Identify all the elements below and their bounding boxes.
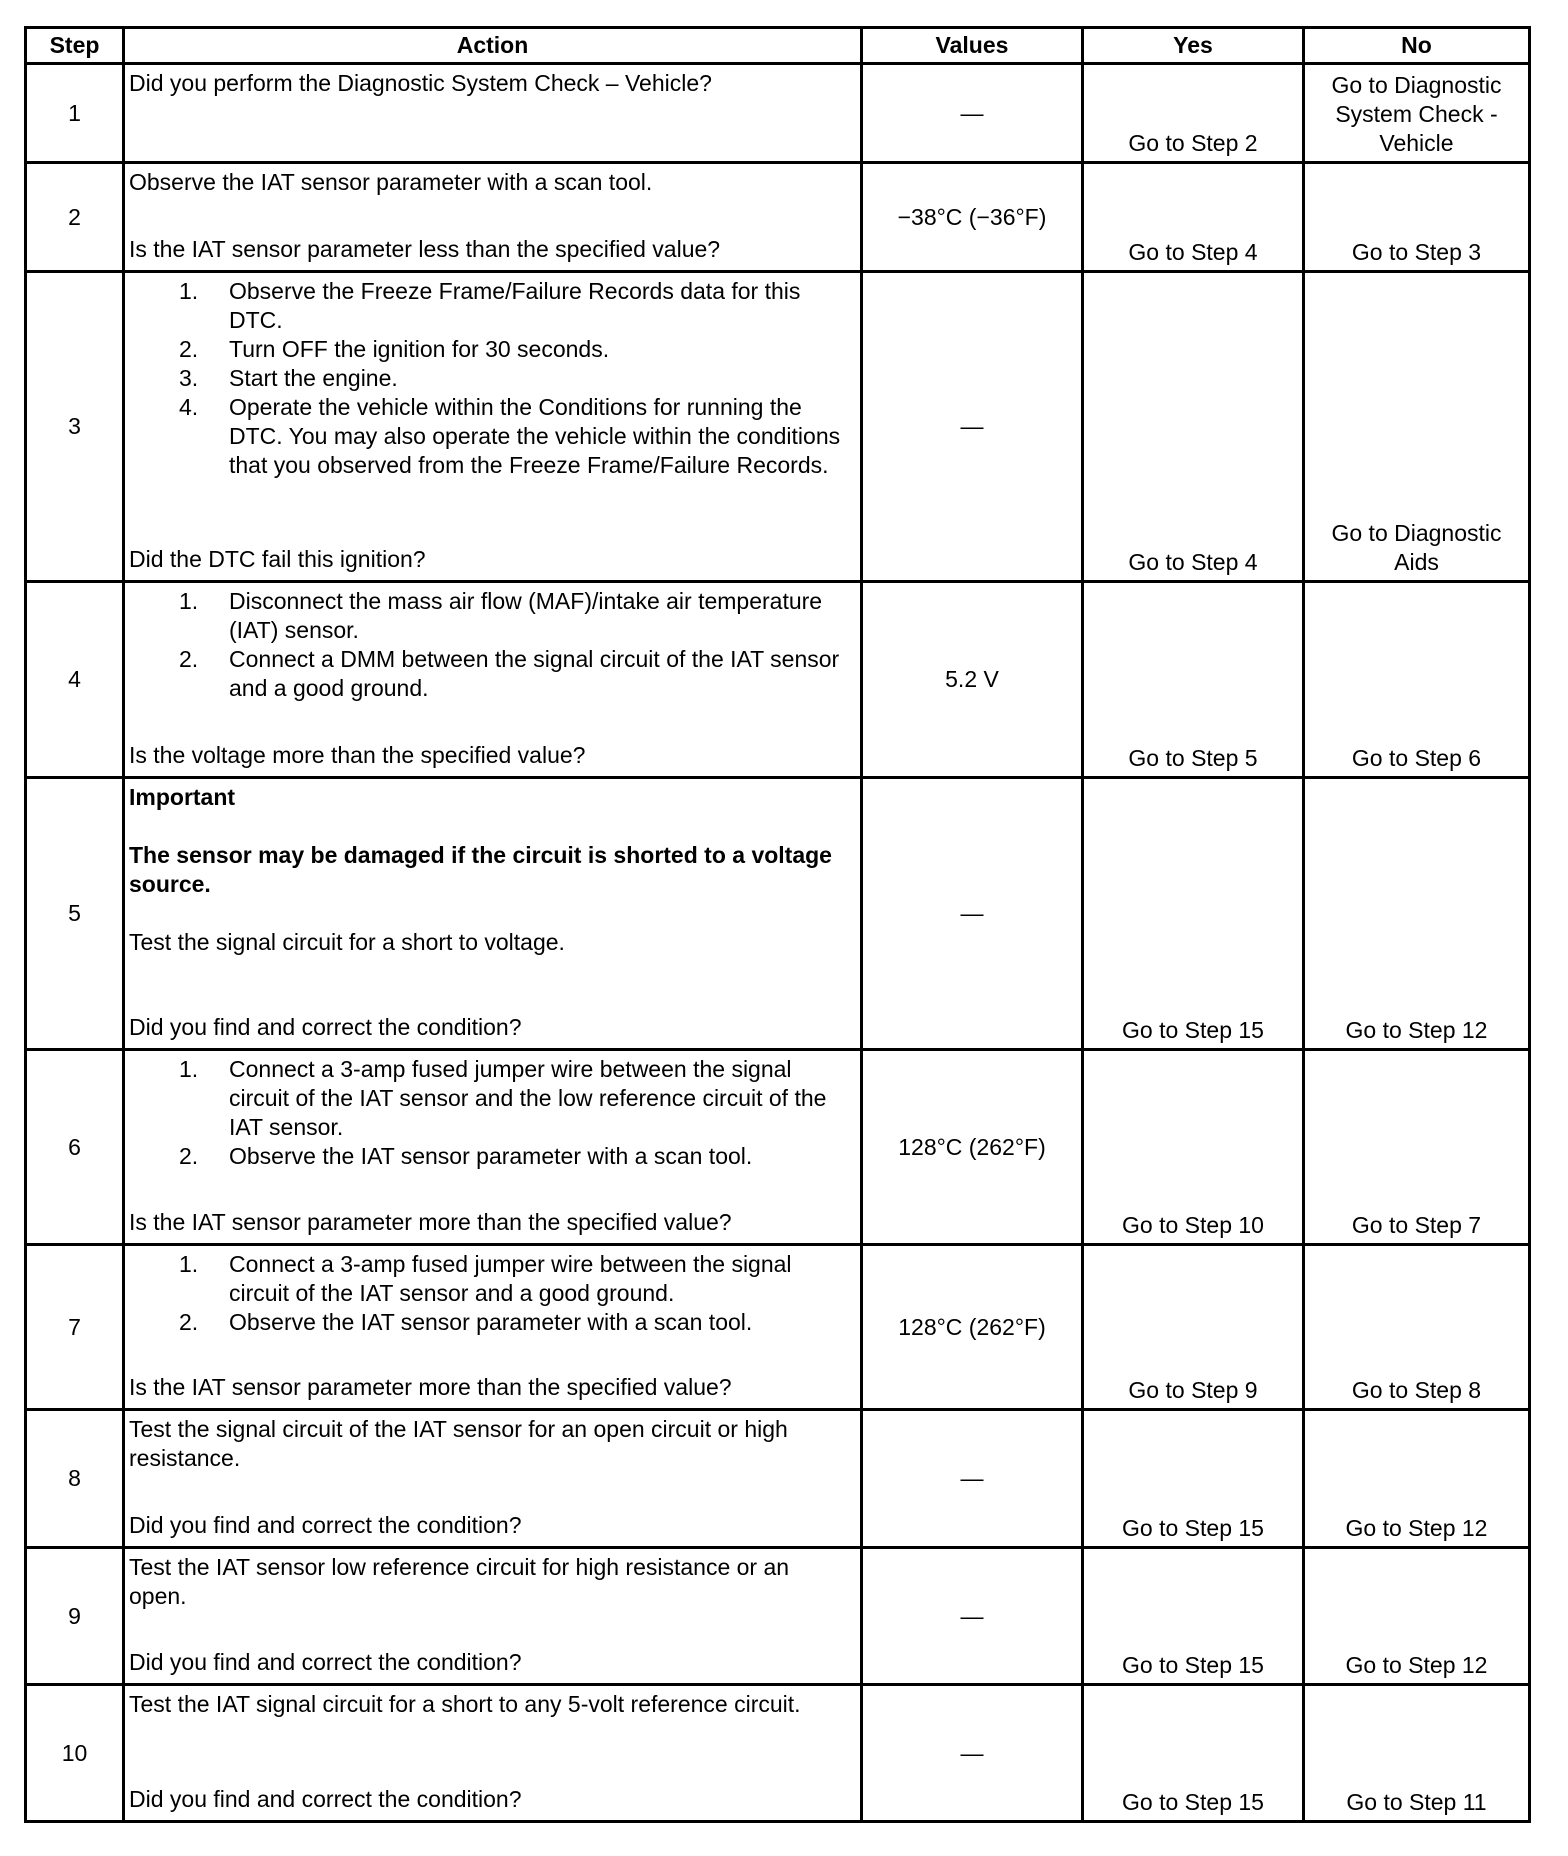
list-item	[129, 393, 850, 480]
action-question: Is the IAT sensor parameter less than the specified value?	[129, 236, 721, 262]
list-text: Connect a 3-amp fused jumper wire between the signal circuit of the IAT sensor and a good ground.	[229, 1251, 792, 1306]
yes-cell: Go to Step 5	[1083, 582, 1304, 778]
yes-cell: Go to Step 15	[1083, 1548, 1304, 1685]
header-no: No	[1304, 28, 1530, 64]
list-item	[129, 1308, 850, 1337]
list-item	[129, 587, 850, 645]
table-row	[26, 272, 1530, 582]
no-line: Go to Diagnostic	[1331, 520, 1502, 546]
action-text: Test the IAT sensor low reference circuit for high resistance or an open.	[129, 1554, 790, 1609]
list-item	[129, 335, 850, 364]
table-row	[26, 1685, 1530, 1822]
header-values: Values	[862, 28, 1083, 64]
value-cell: —	[862, 1410, 1083, 1548]
action-steps-list	[129, 277, 850, 480]
yes-cell: Go to Step 4	[1083, 272, 1304, 582]
action-cell	[124, 1685, 862, 1822]
action-text: Test the signal circuit of the IAT sensor for an open circuit or high resistance.	[129, 1416, 788, 1471]
list-number: 2.	[179, 646, 199, 672]
table-row	[26, 582, 1530, 778]
list-text: Turn OFF the ignition for 30 seconds.	[229, 336, 610, 362]
action-steps-list	[129, 1250, 850, 1337]
action-question: Did the DTC fail this ignition?	[129, 546, 426, 572]
list-number: 4.	[179, 394, 199, 420]
action-question: Did you find and correct the condition?	[129, 1649, 522, 1675]
list-text: Observe the Freeze Frame/Failure Records data for this DTC.	[229, 278, 801, 333]
step-number: 5	[26, 778, 124, 1050]
value-cell: 5.2 V	[862, 582, 1083, 778]
list-item	[129, 645, 850, 703]
no-cell: Go to Step 8	[1304, 1245, 1530, 1410]
list-text: Operate the vehicle within the Conditions for running the DTC. You may also operate the vehicle within the conditions that you observed from the Freeze Frame/Failure Records.	[229, 394, 841, 478]
action-question: Is the IAT sensor parameter more than the specified value?	[129, 1209, 732, 1235]
action-cell	[124, 163, 862, 272]
value-cell: 128°C (262°F)	[862, 1245, 1083, 1410]
no-cell: Go to Step 3	[1304, 163, 1530, 272]
yes-cell: Go to Step 2	[1083, 64, 1304, 163]
value-cell: 128°C (262°F)	[862, 1050, 1083, 1245]
list-number: 3.	[179, 365, 199, 391]
value-cell: —	[862, 1548, 1083, 1685]
step-number: 3	[26, 272, 124, 582]
yes-cell: Go to Step 15	[1083, 778, 1304, 1050]
list-number: 2.	[179, 1143, 199, 1169]
action-cell	[124, 582, 862, 778]
list-text: Start the engine.	[229, 365, 398, 391]
no-cell: Go to Step 12	[1304, 778, 1530, 1050]
action-cell	[124, 1410, 862, 1548]
list-number: 2.	[179, 1309, 199, 1335]
no-line: Go to Diagnostic	[1331, 72, 1502, 98]
step-number: 4	[26, 582, 124, 778]
action-question: Is the IAT sensor parameter more than the specified value?	[129, 1374, 732, 1400]
diagnostic-table-sheet	[24, 26, 1528, 1823]
table-row	[26, 1245, 1530, 1410]
no-cell	[1304, 64, 1530, 163]
step-number: 7	[26, 1245, 124, 1410]
step-number: 10	[26, 1685, 124, 1822]
list-item	[129, 1250, 850, 1308]
table-row	[26, 1410, 1530, 1548]
yes-cell: Go to Step 15	[1083, 1685, 1304, 1822]
action-text: Test the signal circuit for a short to voltage.	[129, 929, 565, 955]
diagnostic-steps-table	[24, 26, 1531, 1823]
yes-cell: Go to Step 4	[1083, 163, 1304, 272]
table-row	[26, 1548, 1530, 1685]
no-cell: Go to Step 11	[1304, 1685, 1530, 1822]
no-line: System Check -	[1335, 101, 1498, 127]
list-number: 1.	[179, 1056, 199, 1082]
action-question: Did you find and correct the condition?	[129, 1512, 522, 1538]
action-text: Test the IAT signal circuit for a short to any 5-volt reference circuit.	[129, 1691, 801, 1717]
list-number: 1.	[179, 278, 199, 304]
table-row	[26, 1050, 1530, 1245]
action-cell	[124, 1548, 862, 1685]
action-steps-list	[129, 1055, 850, 1171]
list-number: 2.	[179, 336, 199, 362]
no-cell: Go to Step 6	[1304, 582, 1530, 778]
action-text: Did you perform the Diagnostic System Check – Vehicle?	[129, 70, 712, 96]
action-steps-list	[129, 587, 850, 703]
value-cell: −38°C (−36°F)	[862, 163, 1083, 272]
no-cell: Go to Step 12	[1304, 1410, 1530, 1548]
step-number: 1	[26, 64, 124, 163]
list-item	[129, 1142, 850, 1171]
header-action: Action	[124, 28, 862, 64]
table-row	[26, 163, 1530, 272]
list-number: 1.	[179, 1251, 199, 1277]
table-row	[26, 778, 1530, 1050]
list-number: 1.	[179, 588, 199, 614]
yes-cell: Go to Step 10	[1083, 1050, 1304, 1245]
no-cell: Go to Step 7	[1304, 1050, 1530, 1245]
action-question: Did you find and correct the condition?	[129, 1786, 522, 1812]
value-cell: —	[862, 64, 1083, 163]
header-row	[26, 28, 1530, 64]
list-text: Observe the IAT sensor parameter with a scan tool.	[229, 1143, 753, 1169]
step-number: 6	[26, 1050, 124, 1245]
important-label: Important	[129, 784, 236, 810]
no-line: Vehicle	[1379, 130, 1454, 156]
value-cell: —	[862, 778, 1083, 1050]
header-step: Step	[26, 28, 124, 64]
action-cell	[124, 778, 862, 1050]
table-row	[26, 64, 1530, 163]
yes-cell: Go to Step 9	[1083, 1245, 1304, 1410]
action-cell	[124, 272, 862, 582]
value-cell: —	[862, 272, 1083, 582]
no-cell: Go to Step 12	[1304, 1548, 1530, 1685]
list-text: Connect a DMM between the signal circuit of the IAT sensor and a good ground.	[229, 646, 840, 701]
list-item	[129, 364, 850, 393]
action-cell	[124, 1050, 862, 1245]
action-text: Observe the IAT sensor parameter with a scan tool.	[129, 169, 653, 195]
list-text: Disconnect the mass air flow (MAF)/intake air temperature (IAT) sensor.	[229, 588, 823, 643]
list-text: Connect a 3-amp fused jumper wire between the signal circuit of the IAT sensor and the low reference circuit of the IAT sensor.	[229, 1056, 827, 1140]
list-text: Observe the IAT sensor parameter with a scan tool.	[229, 1309, 753, 1335]
important-text: The sensor may be damaged if the circuit is shorted to a voltage source.	[129, 842, 832, 897]
list-item	[129, 1055, 850, 1142]
action-question: Is the voltage more than the specified value?	[129, 742, 586, 768]
yes-cell: Go to Step 15	[1083, 1410, 1304, 1548]
no-line: Aids	[1394, 549, 1439, 575]
value-cell: —	[862, 1685, 1083, 1822]
header-yes: Yes	[1083, 28, 1304, 64]
list-item	[129, 277, 850, 335]
action-cell	[124, 64, 862, 163]
step-number: 2	[26, 163, 124, 272]
step-number: 9	[26, 1548, 124, 1685]
action-question: Did you find and correct the condition?	[129, 1014, 522, 1040]
step-number: 8	[26, 1410, 124, 1548]
action-cell	[124, 1245, 862, 1410]
no-cell	[1304, 272, 1530, 582]
